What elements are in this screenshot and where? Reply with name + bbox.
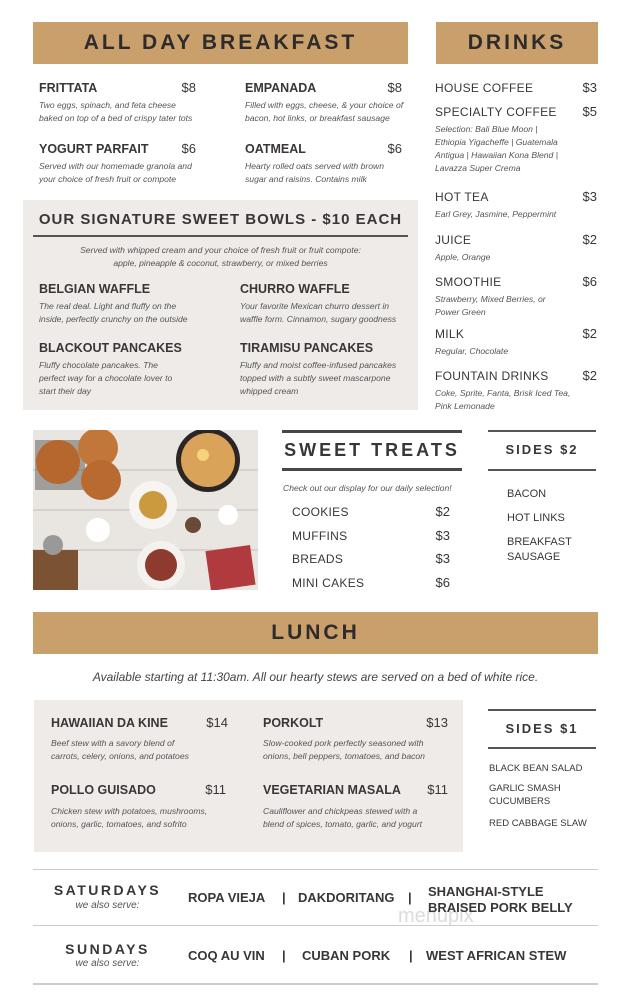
special-item: BRAISED PORK BELLY [428, 900, 573, 915]
side-item: RED CABBAGE SLAW [489, 818, 587, 829]
special-item: SHANGHAI-STYLE [428, 884, 544, 899]
item-name: PORKOLT [263, 716, 324, 730]
item-price: $2 [582, 326, 597, 341]
item-price: $11 [427, 782, 448, 797]
item-price: $6 [435, 575, 450, 590]
item-name: POLLO GUISADO [51, 783, 156, 797]
divider [33, 869, 598, 870]
breakfast-banner [33, 22, 408, 64]
divider [33, 925, 598, 926]
item-description: onions, garlic, tomatoes, and sofrito [51, 819, 187, 829]
item-name: COOKIES [292, 505, 349, 519]
sweet-bowls-intro [23, 244, 418, 270]
item-description: sugar and raisins. Contains milk [245, 174, 367, 184]
item-description: Pink Lemonade [435, 401, 495, 411]
item-description: Coke, Sprite, Fanta, Brisk Iced Tea, [435, 388, 571, 398]
item-price: $11 [205, 782, 226, 797]
item-price: $5 [582, 104, 597, 119]
item-description: start their day [39, 386, 92, 396]
item-description: Fluffy and moist coffee-infused pancakes [240, 360, 397, 370]
item-name: FRITTATA [39, 81, 98, 95]
item-price: $14 [206, 715, 228, 730]
item-description: perfect way for a chocolate lover to [39, 373, 173, 383]
item-name: SMOOTHIE [435, 275, 502, 289]
item-name: MILK [435, 327, 465, 341]
sundays-label: SUNDAYS [65, 941, 150, 957]
special-item: CUBAN PORK [302, 948, 391, 963]
side-item: GARLIC SMASH CUCUMBERS [489, 783, 561, 807]
item-price: $3 [435, 551, 450, 566]
item-name: BLACKOUT PANCAKES [39, 341, 182, 355]
item-description: inside, perfectly crunchy on the outside [39, 314, 188, 324]
special-item: | [409, 948, 413, 963]
item-description: Apple, Orange [435, 252, 491, 262]
item-description: The real deal. Light and fluffy on the [39, 301, 177, 311]
special-item: | [282, 948, 286, 963]
divider [488, 747, 596, 749]
item-name: OATMEAL [245, 142, 306, 156]
item-price: $2 [582, 232, 597, 247]
item-name: HOUSE COFFEE [435, 81, 534, 95]
item-description: blend of spices, tomato, garlic, and yogurt [263, 819, 423, 829]
item-description: carrots, celery, onions, and potatoes [51, 751, 189, 761]
drinks-title: DRINKS [467, 31, 567, 54]
lunch-note: Available starting at 11:30am. All our hearty stews are served on a bed of white rice. [92, 670, 539, 684]
item-description: Cauliflower and chickpeas stewed with a [263, 806, 418, 816]
item-price: $2 [582, 368, 597, 383]
item-description: Filled with eggs, cheese, & your choice of [245, 100, 404, 110]
special-item: COQ AU VIN [188, 948, 265, 963]
special-item: ROPA VIEJA [188, 890, 266, 905]
side-item: HOT LINKS [507, 512, 565, 524]
sides-lunch-title: SIDES $1 [505, 721, 579, 736]
divider [282, 468, 462, 471]
item-description: Served with our homemade granola and [39, 161, 192, 171]
divider [33, 983, 598, 985]
item-name: SPECIALTY COFFEE [435, 105, 557, 119]
lunch-banner [33, 612, 598, 654]
item-description: your choice of fresh fruit or compote [39, 174, 177, 184]
item-price: $3 [582, 189, 597, 204]
item-description: waffle form. Cinnamon, sugary goodness [240, 314, 397, 324]
item-description: Regular, Chocolate [435, 346, 509, 356]
side-item: BACON [507, 488, 547, 500]
food-photo [33, 430, 258, 590]
breakfast-title: ALL DAY BREAKFAST [83, 31, 358, 54]
divider [488, 469, 596, 471]
item-description: onions, bell peppers, tomatoes, and bacon [263, 751, 425, 761]
divider [488, 709, 596, 711]
item-description: whipped cream [240, 386, 299, 396]
divider [488, 430, 596, 432]
item-description: Fluffy chocolate pancakes. The [39, 360, 158, 370]
watermark: menupix [398, 905, 474, 927]
side-item: BLACK BEAN SALAD [489, 763, 583, 774]
lunch-title: LUNCH [271, 621, 360, 644]
item-description: Strawberry, Mixed Berries, or [435, 294, 546, 304]
item-price: $6 [181, 141, 196, 156]
side-item: BREAKFAST SAUSAGE [507, 536, 572, 563]
item-name: BELGIAN WAFFLE [39, 282, 151, 296]
item-name: YOGURT PARFAIT [39, 142, 149, 156]
saturdays-sub: we also serve: [75, 900, 140, 911]
item-name: VEGETARIAN MASALA [263, 783, 401, 797]
sides-breakfast-title: SIDES $2 [505, 442, 579, 457]
item-price: $6 [582, 274, 597, 289]
item-description: bacon, hot links, or breakfast sausage [245, 113, 390, 123]
special-item: | [282, 890, 286, 905]
item-name: FOUNTAIN DRINKS [435, 369, 549, 383]
item-description: Power Green [435, 307, 486, 317]
sweet-treats-subtitle: Check out our display for our daily selection! [283, 483, 452, 493]
item-description: Your favorite Mexican churro dessert in [240, 301, 390, 311]
sweet-treats-title: SWEET TREATS [284, 440, 460, 460]
special-item: DAKDORITANG [298, 890, 395, 905]
item-name: TIRAMISU PANCAKES [240, 341, 374, 355]
item-description: Ethiopia Yigacheffe | Guatemala [435, 137, 558, 147]
intro-line: Served with whipped cream and your choice of fresh fruit or fruit compote: [80, 245, 361, 255]
item-price: $8 [181, 80, 196, 95]
drinks-banner [436, 22, 598, 64]
item-description: Lavazza Super Crema [435, 163, 521, 173]
item-name: HOT TEA [435, 190, 489, 204]
divider [33, 235, 408, 237]
saturdays-label: SATURDAYS [53, 882, 162, 898]
item-name: MUFFINS [292, 529, 348, 543]
item-description: Slow-cooked pork perfectly seasoned with [263, 738, 424, 748]
special-item: WEST AFRICAN STEW [426, 948, 567, 963]
item-price: $6 [387, 141, 402, 156]
intro-line: apple, pineapple & coconut, strawberry, or mixed berries [113, 258, 328, 268]
special-item: | [408, 890, 412, 905]
item-name: EMPANADA [245, 81, 317, 95]
item-price: $3 [435, 528, 450, 543]
sweet-bowls-title: OUR SIGNATURE SWEET BOWLS - $10 EACH [38, 211, 403, 228]
item-name: HAWAIIAN DA KINE [51, 716, 168, 730]
item-price: $13 [426, 715, 448, 730]
item-description: Beef stew with a savory blend of [51, 738, 175, 748]
item-description: topped with a subtly sweet mascarpone [240, 373, 391, 383]
item-price: $3 [582, 80, 597, 95]
sundays-sub: we also serve: [75, 958, 140, 969]
item-name: BREADS [292, 552, 344, 566]
item-description: Antigua | Hawaiian Kona Blend | [435, 150, 558, 160]
item-name: CHURRO WAFFLE [240, 282, 350, 296]
item-description: Chicken stew with potatoes, mushrooms, [51, 806, 208, 816]
item-price: $2 [435, 504, 450, 519]
item-description: Selection: Bali Blue Moon | [435, 124, 538, 134]
item-description: Earl Grey, Jasmine, Peppermint [435, 209, 557, 219]
divider [282, 430, 462, 433]
item-description: baked on top of a bed of crispy tater tots [39, 113, 193, 123]
item-name: MINI CAKES [292, 576, 365, 590]
item-description: Hearty rolled oats served with brown [245, 161, 384, 171]
item-description: Two eggs, spinach, and feta cheese [39, 100, 176, 110]
item-name: JUICE [435, 233, 472, 247]
item-price: $8 [387, 80, 402, 95]
